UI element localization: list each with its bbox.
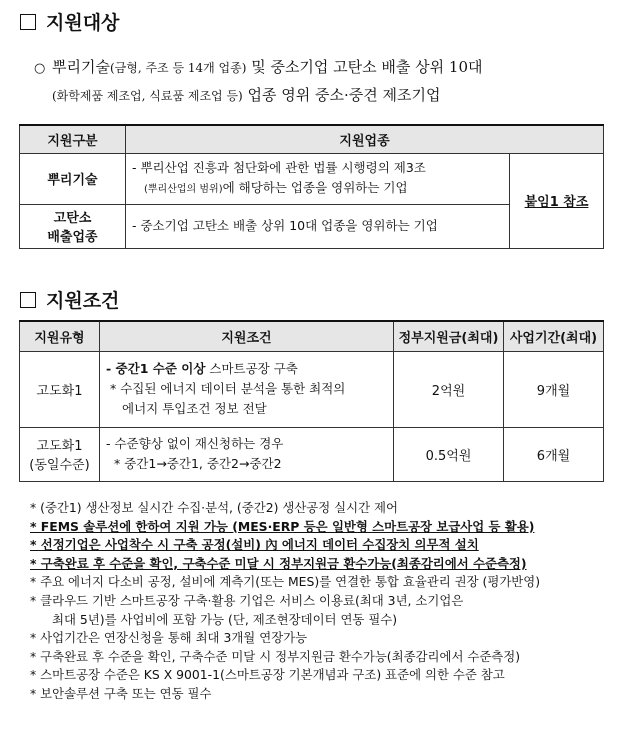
section-title-text: 지원대상 [46,12,120,34]
note-item: * 보안솔루션 구축 또는 연동 필수 [30,685,212,701]
period-cell: 6개월 [504,427,604,481]
target-table [19,124,604,249]
type-line: 고도화1 [36,439,83,454]
description-small: (뿌리산업의 범위) [144,183,223,195]
note-item: * 주요 에너지 다소비 공정, 설비에 계측기(또는 MES)를 연결한 통합 효율관리 권장 (평가반영) [30,574,541,590]
type-line: (동일수준) [29,458,90,473]
note-item: * 클라우드 기반 스마트공장 구축·활용 기업은 서비스 이용료(최대 3년, 소기업은 [30,592,464,608]
conditions-table [19,320,604,482]
table-header: 사업기간(최대) [504,321,604,351]
note-item-emphasis: * 구축완료 후 수준을 확인, 구축수준 미달 시 정부지원금 환수가능(최종감리에서 수준측정) [30,555,527,571]
table-row [20,351,604,427]
condition-cell [100,351,394,427]
condition-line: * 수집된 에너지 데이터 분석을 통한 최적의 [110,381,346,396]
condition-line: - 수준향상 없이 재신청하는 경우 [106,436,284,451]
funding-cell: 2억원 [394,351,504,427]
intro-text-small: (금형, 주조 등 14개 업종) [109,61,247,75]
intro-line-1 [34,56,483,77]
funding-cell: 0.5억원 [394,427,504,481]
category-cell [20,204,126,248]
note-item-continued: 최대 5년)를 사업비에 포함 가능 (단, 제조현장데이터 연동 필수) [52,611,398,627]
description-cell [126,153,510,204]
category-cell: 뿌리기술 [20,153,126,204]
condition-cell [100,427,394,481]
category-line: 배출업종 [47,230,98,245]
note-item: * (중간1) 생산정보 실시간 수집·분석, (중간2) 생산공정 실시간 제어 [30,500,398,515]
intro-text: 및 중소기업 고탄소 배출 상위 10대 [246,58,483,76]
table-row [20,153,604,204]
type-cell [20,427,100,481]
type-cell: 고도화1 [20,351,100,427]
intro-text: 뿌리기술 [52,58,110,76]
intro-text-small: (화학제품 제조업, 식료품 제조업 등) [52,89,243,103]
table-header: 지원업종 [126,125,604,153]
table-row [20,427,604,481]
note-item: * 사업기간은 연장신청을 통해 최대 3개월 연장가능 [30,630,308,646]
condition-line: 에너지 투입조건 정보 전달 [122,401,267,416]
section-title-target [20,8,119,35]
condition-bold: - 중간1 수준 이상 [106,361,206,376]
table-header: 지원유형 [20,321,100,351]
section-title-text: 지원조건 [46,290,120,312]
table-header: 지원구분 [20,125,126,153]
description-line: - 뿌리산업 진흥과 첨단화에 관한 법률 시행령의 제3조 [132,159,426,175]
table-header: 정부지원금(최대) [394,321,504,351]
checkbox-square-icon [20,14,36,30]
note-item-emphasis: * 선정기업은 사업착수 시 구축 공정(설비) 內 에너지 데이터 수집장치 의무적 설치 [30,537,479,553]
note-item: * 구축완료 후 수준을 확인, 구축수준 미달 시 정부지원금 환수가능(최종감리에서 수준측정) [30,648,521,664]
circle-bullet-icon: ○ [34,61,46,76]
condition-line: * 중간1→중간1, 중간2→중간2 [114,456,282,471]
period-cell: 9개월 [504,351,604,427]
intro-text: 업종 영위 중소·중견 제조기업 [242,86,441,104]
category-line: 고탄소 [53,211,92,226]
description-line: 에 해당하는 업종을 영위하는 기업 [222,179,408,195]
checkbox-square-icon [20,292,36,308]
reference-cell: 붙임1 참조 [510,153,604,248]
note-item: * 스마트공장 수준은 KS X 9001-1(스마트공장 기본개념과 구조) 표준에 의한 수준 참고 [30,667,505,683]
table-header: 지원조건 [100,321,394,351]
condition-line: 스마트공장 구축 [205,361,298,376]
notes-list [30,499,630,704]
intro-line-2 [52,84,440,105]
note-item-emphasis: * FEMS 솔루션에 한하여 지원 가능 (MES·ERP 등은 일반형 스마트공장 보급사업 등 활용) [30,518,535,534]
section-title-conditions [20,286,119,313]
description-cell: - 중소기업 고탄소 배출 상위 10대 업종을 영위하는 기업 [126,204,510,248]
